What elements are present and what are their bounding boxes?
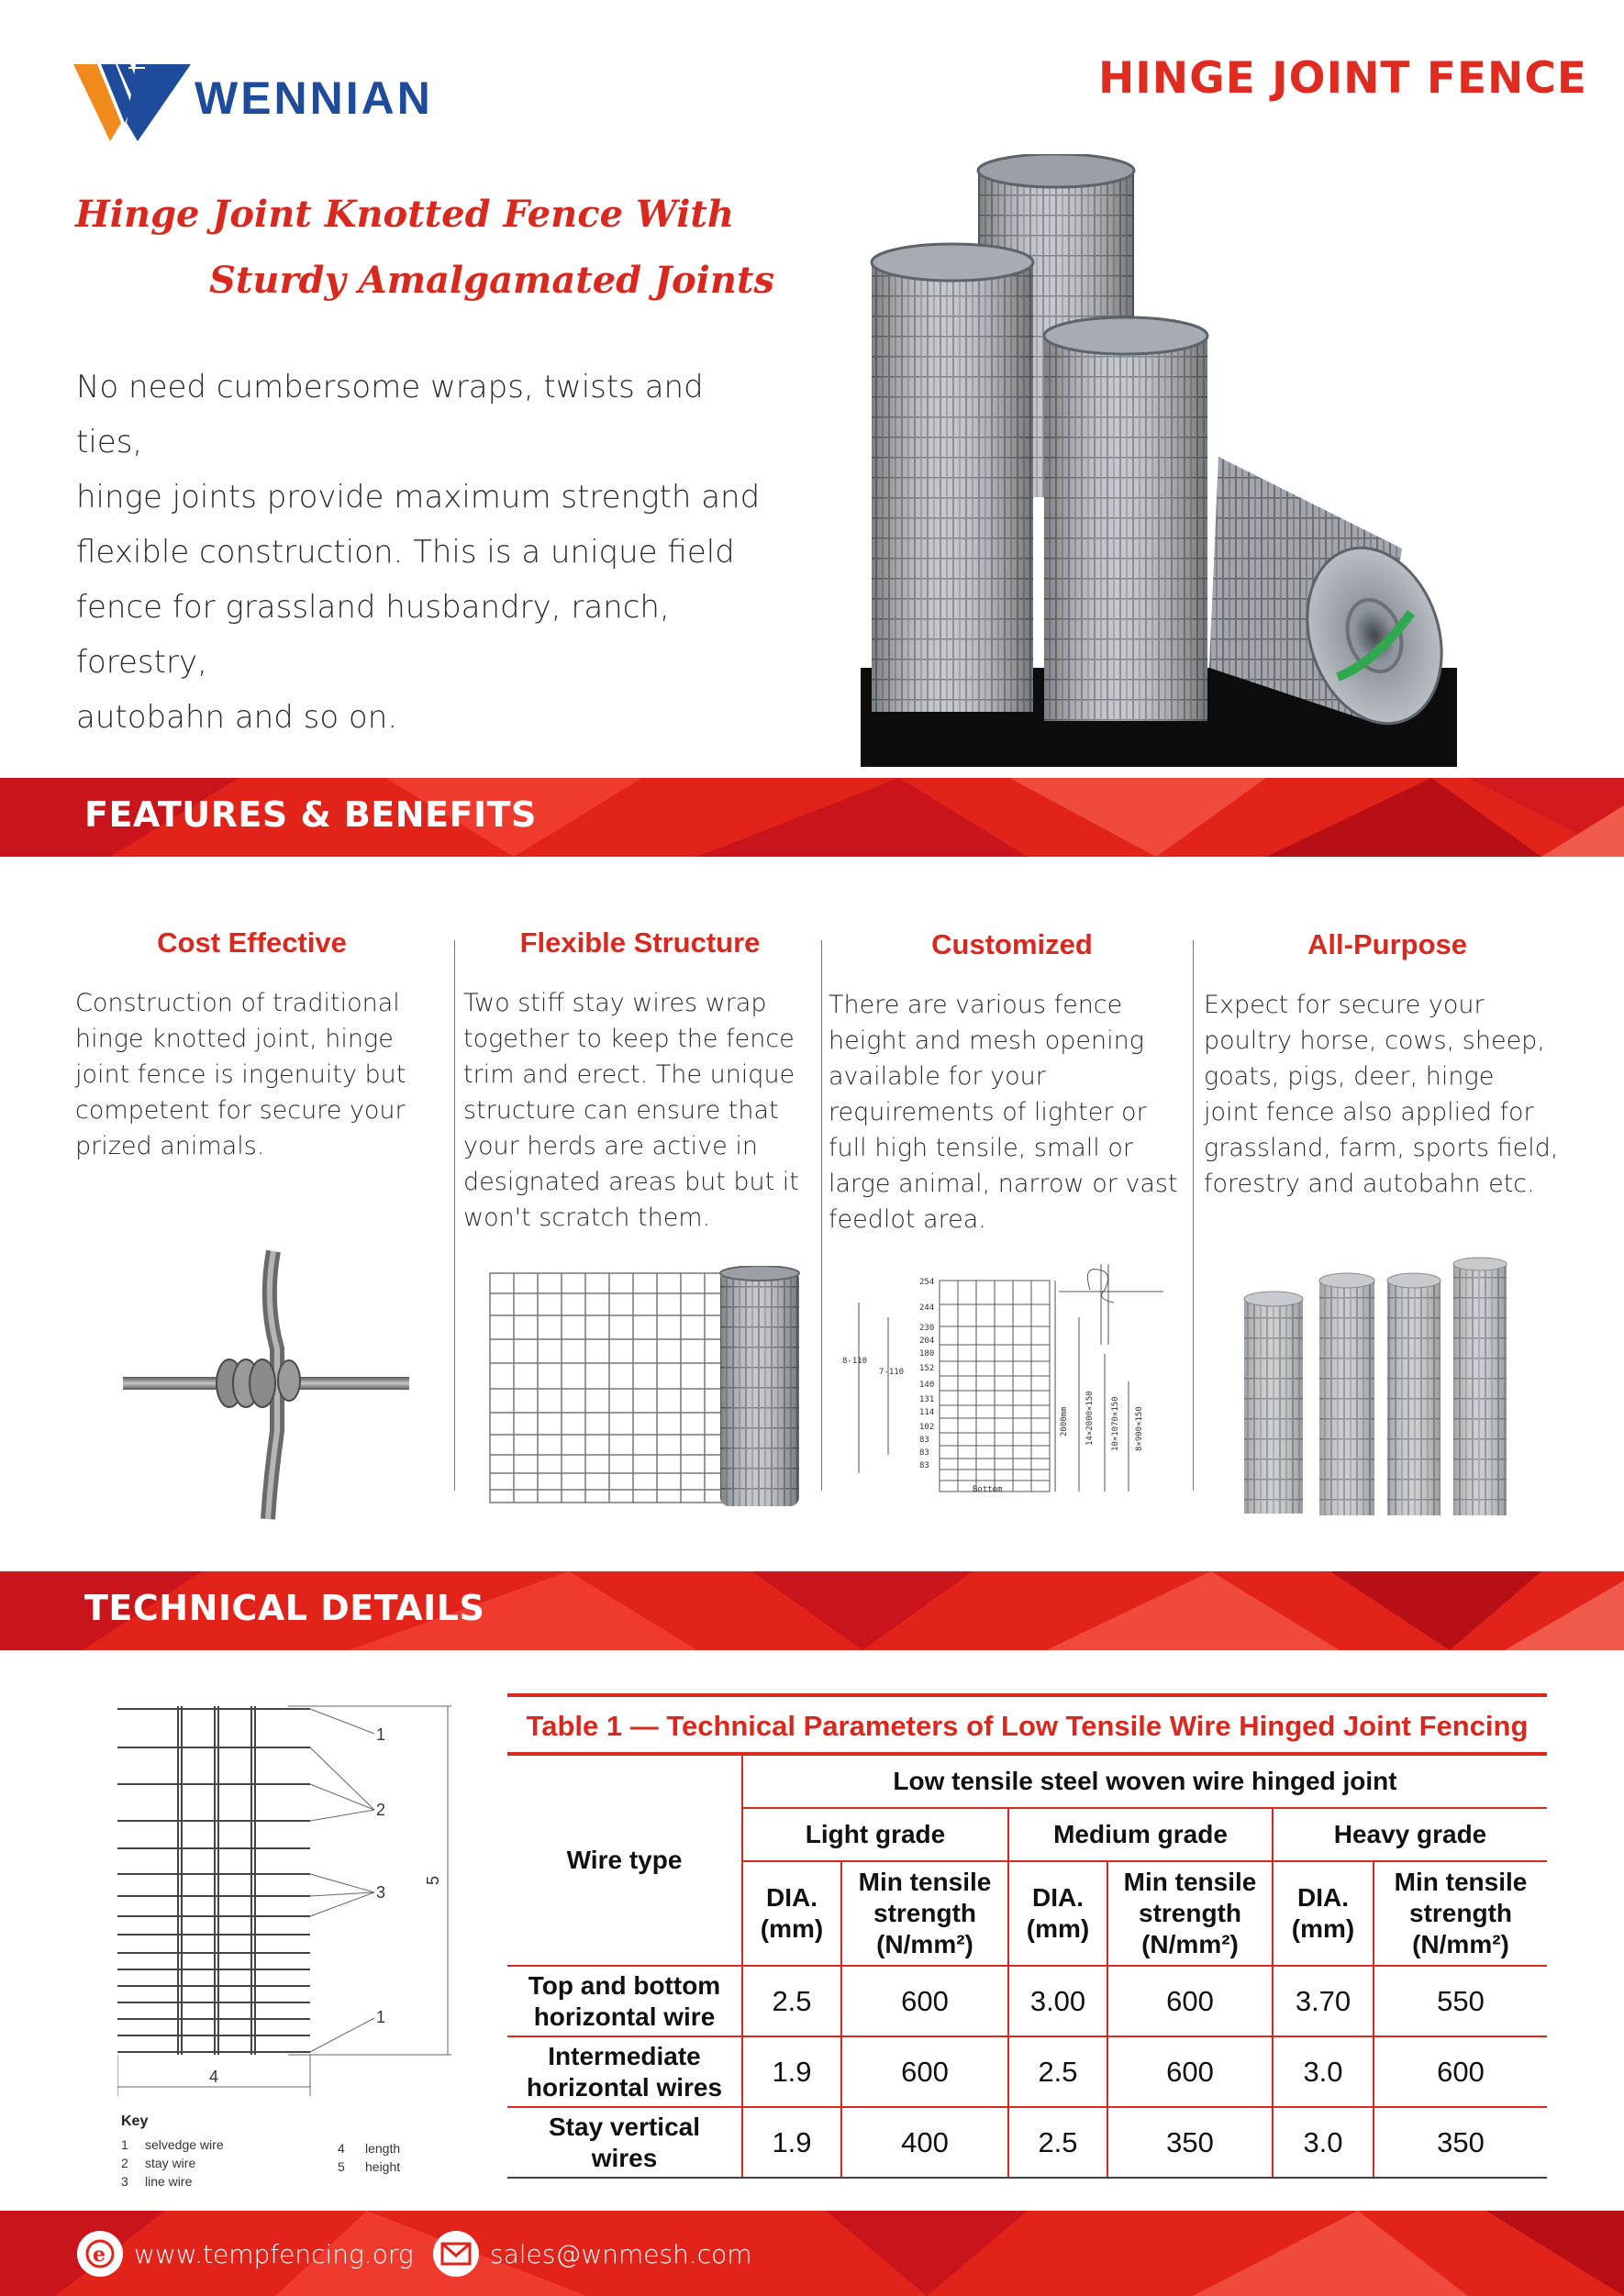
key-title: Key [121,2113,149,2129]
envelope-icon [433,2231,479,2277]
table-cell: 3.70 [1273,1966,1374,2036]
spacing-label: 83 [919,1448,929,1458]
table-row [507,1966,1547,2036]
fence-structure-diagram [117,1692,475,2202]
email-text: sales@wnmesh.com [490,2238,752,2269]
drawing-height-label: 8×900×150 [1135,1406,1144,1451]
table-cell: 350 [1107,2107,1273,2178]
table-row [507,2036,1547,2107]
table-cell: 600 [1374,2036,1547,2107]
feature-text: Two stiff stay wires wrap together to keep the fence trim and erect. The unique structure can ensure that your herds are active in designated areas but but it won't scratch them. [463,989,799,1232]
mesh-grid-illustration [486,1266,803,1514]
feature-title: Flexible Structure [519,926,761,959]
key-number: 2 [121,2156,128,2170]
dia-header: DIA. (mm) [1273,1861,1374,1966]
feature-customized [829,928,1196,1237]
dia-header: DIA. (mm) [1008,1861,1107,1966]
spacing-label: 230 [919,1324,935,1333]
web-icon [77,2231,123,2277]
feature-all-purpose [1204,928,1571,1202]
key-number: 4 [338,2141,345,2156]
drawing-bottom-label: Bottom [973,1485,1003,1494]
key-number: 5 [338,2159,345,2174]
row-header: Intermediate horizontal wires [507,2036,742,2107]
drawing-height-label: 14×2000×150 [1085,1391,1095,1446]
table-cell: 550 [1374,1966,1547,2036]
table-caption: Table 1 — Technical Parameters of Low Tensile Wire Hinged Joint Fencing [507,1693,1547,1754]
callout-label: 4 [209,2068,219,2086]
spacing-label: 83 [919,1461,929,1470]
table-cell: 600 [1107,2036,1273,2107]
table-cell: 600 [1107,1966,1273,2036]
features-banner [0,778,1624,857]
key-label: height [365,2159,401,2174]
spacing-drawing-illustration [842,1262,1168,1497]
wire-type-header: Wire type [507,1755,742,1966]
fence-rolls-photo [861,154,1457,767]
key-number: 3 [121,2174,128,2189]
callout-label: 1 [376,2008,386,2026]
intro-line: flexible construction. This is a unique field [76,534,735,571]
key-number: 1 [121,2137,128,2152]
parameters-table [507,1754,1547,2179]
feature-flexible-structure [463,926,817,1236]
row-header: Stay vertical wires [507,2107,742,2178]
spacing-label: 204 [919,1337,935,1346]
feature-cost-effective [75,926,428,1164]
intro-line: fence for grassland husbandry, ranch, forestry, [76,589,670,681]
spacing-label: 254 [919,1278,935,1287]
table-cell: 600 [841,1966,1008,2036]
tensile-header: Min tensile strength (N/mm²) [841,1861,1008,1966]
technical-banner-title: TECHNICAL DETAILS [84,1588,485,1628]
feature-text: Expect for secure your poultry horse, cows, sheep, goats, pigs, deer, hinge joint fence also applied for grassland, farm, sports field, forestry and autobahn etc. [1204,991,1559,1198]
headline-line-2: Sturdy Amalgamated Joints [209,259,774,302]
column-divider [454,940,455,1491]
callout-label: 3 [376,1883,386,1902]
table-cell: 3.0 [1273,2036,1374,2107]
dia-header: DIA. (mm) [742,1861,841,1966]
technical-table [507,1693,1547,2179]
callout-label: 5 [424,1875,442,1885]
spacing-label: 152 [919,1364,935,1373]
intro-line: autobahn and so on. [76,699,398,736]
key-label: length [365,2141,401,2156]
grade-header: Light grade [742,1808,1008,1861]
grade-header: Heavy grade [1273,1808,1547,1861]
drawing-left-label: 8-110 [842,1357,868,1366]
headline-line-1: Hinge Joint Knotted Fence With [75,193,734,236]
footer [0,2211,1624,2296]
spacing-label: 114 [919,1408,935,1417]
table-cell: 2.5 [1008,2036,1107,2107]
table-cell: 350 [1374,2107,1547,2178]
wennian-logo-mark [73,57,193,149]
feature-text: There are various fence height and mesh opening available for your requirements of lighter or full high tensile, small or large animal, narrow or vast feedlot area. [829,991,1178,1234]
spacing-label: 102 [919,1423,935,1432]
fence-rolls-illustration [1239,1257,1514,1518]
group-header: Low tensile steel woven wire hinged joint [742,1755,1547,1808]
table-cell: 2.5 [742,1966,841,2036]
drawing-height-label: 10×1070×150 [1111,1396,1120,1451]
key-label: line wire [145,2174,193,2189]
brand-name: WENNIAN [195,72,433,124]
intro-paragraph [76,360,773,745]
technical-banner [0,1571,1624,1650]
spacing-label: 131 [919,1395,935,1404]
feature-title: Customized [931,928,1093,960]
spacing-label: 244 [919,1303,935,1313]
feature-title: Cost Effective [157,926,347,959]
website-text: www.tempfencing.org [134,2238,414,2269]
tensile-header: Min tensile strength (N/mm²) [1107,1861,1273,1966]
drawing-left-label: 7-110 [879,1368,905,1377]
email-link[interactable] [433,2231,752,2277]
row-header: Top and bottom horizontal wire [507,1966,742,2036]
feature-title: All-Purpose [1307,928,1467,960]
table-row [507,2107,1547,2178]
intro-line: hinge joints provide maximum strength and [76,479,761,516]
callout-label: 2 [376,1801,386,1819]
grade-header: Medium grade [1008,1808,1273,1861]
column-divider [1193,940,1194,1491]
drawing-height-label: 2000mm [1060,1406,1069,1436]
spacing-label: 140 [919,1381,935,1390]
table-cell: 3.00 [1008,1966,1107,2036]
table-cell: 2.5 [1008,2107,1107,2178]
website-link[interactable] [77,2231,414,2277]
table-cell: 1.9 [742,2036,841,2107]
feature-text: Construction of traditional hinge knotted joint, hinge joint fence is ingenuity but competent for secure your prized animals. [75,989,406,1160]
key-label: selvedge wire [145,2137,224,2152]
hinge-knot-illustration [119,1248,413,1523]
svg-text:e: e [93,2243,106,2267]
tensile-header: Min tensile strength (N/mm²) [1374,1861,1547,1966]
spacing-label: 180 [919,1349,935,1359]
column-divider [821,940,822,1491]
key-label: stay wire [145,2156,196,2170]
table-cell: 3.0 [1273,2107,1374,2178]
table-cell: 1.9 [742,2107,841,2178]
spacing-label: 83 [919,1436,929,1445]
table-cell: 600 [841,2036,1008,2107]
callout-label: 1 [376,1725,386,1744]
intro-line: No need cumbersome wraps, twists and ties, [76,369,704,460]
document-title: HINGE JOINT FENCE [1097,53,1587,104]
features-banner-title: FEATURES & BENEFITS [84,794,537,835]
table-cell: 400 [841,2107,1008,2178]
